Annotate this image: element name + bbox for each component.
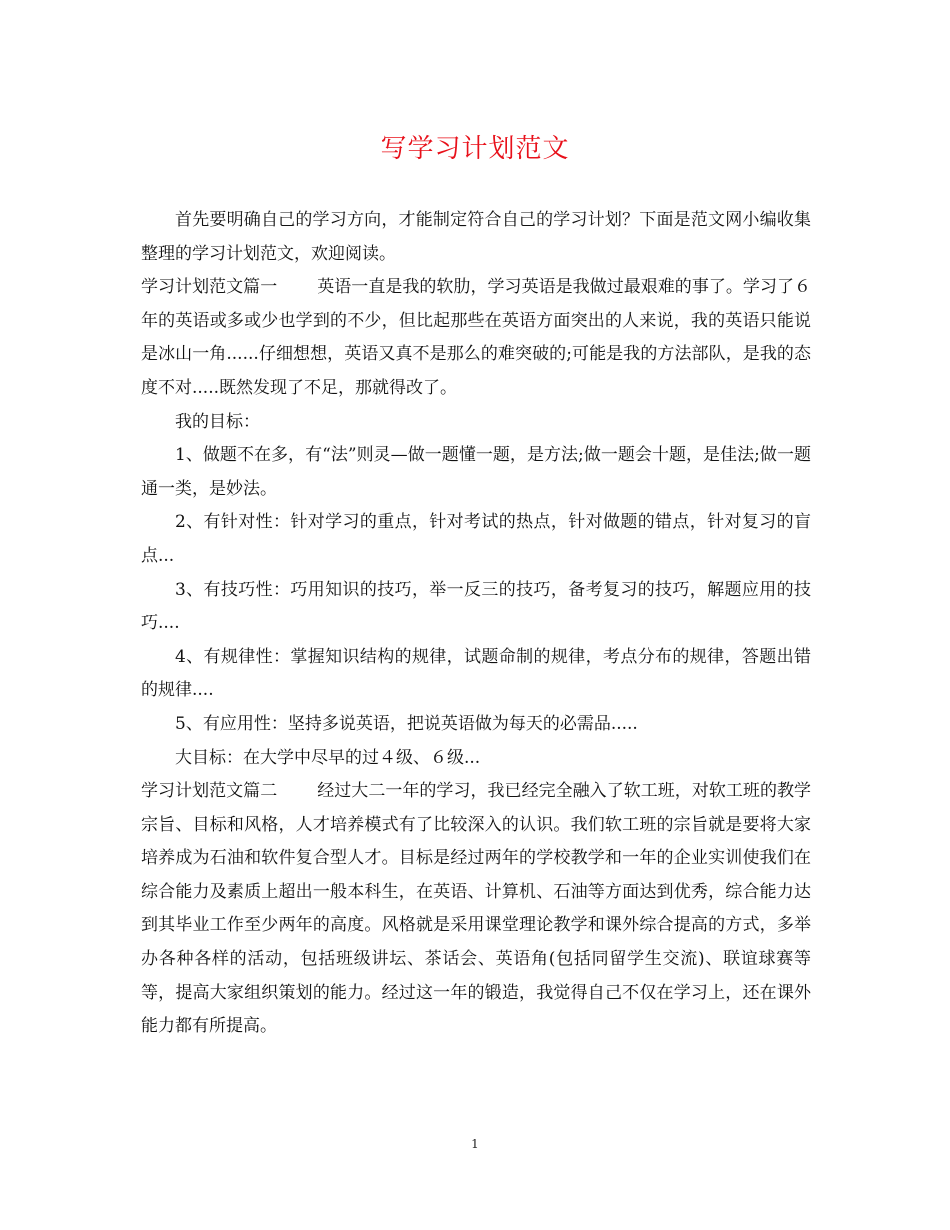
section-one-heading: 学习计划范文篇一 bbox=[141, 277, 278, 298]
section-one-paragraph bbox=[141, 271, 811, 405]
goal-item: 1、做题不在多，有“法”则灵—做一题懂一题，是方法;做一题会十题，是佳法;做一题通一类，是妙法。 bbox=[141, 445, 811, 499]
goal-item: 3、有技巧性：巧用知识的技巧，举一反三的技巧，备考复习的技巧，解题应用的技巧.... bbox=[141, 579, 811, 634]
goal-item: 4、有规律性：掌握知识结构的规律，试题命制的规律，考点分布的规律，答题出错的规律.... bbox=[141, 646, 811, 701]
section-one-text: 英语一直是我的软肋，学习英语是我做过最艰难的事了。学习了６年的英语或多或少也学到的不少，但比起那些在英语方面突出的人来说，我的英语只能说是冰山一角......仔细想想，英语又真不是那么的难突破的;可能是我的方法部队，是我的态度不对.....既然发现了不足，那就得改了。 bbox=[141, 277, 812, 398]
big-goal: 大目标：在大学中尽早的过４级、６级... bbox=[175, 747, 481, 768]
goal-item: 5、有应用性：坚持多说英语，把说英语做为每天的必需品..... bbox=[175, 713, 638, 734]
section-two-paragraph bbox=[141, 775, 811, 1044]
intro-paragraph: 首先要明确自己的学习方向，才能制定符合自己的学习计划？下面是范文网小编收集整理的学习计划范文，欢迎阅读。 bbox=[141, 210, 811, 264]
goal-item: 2、有针对性：针对学习的重点，针对考试的热点，针对做题的错点，针对复习的盲点... bbox=[141, 512, 811, 566]
section-two-heading: 学习计划范文篇二 bbox=[141, 781, 278, 802]
page-number: 1 bbox=[471, 1137, 479, 1151]
goals-label: 我的目标： bbox=[175, 411, 260, 432]
page-title: 写学习计划范文 bbox=[380, 134, 570, 164]
document-body bbox=[141, 204, 811, 1044]
section-two-text: 经过大二一年的学习，我已经完全融入了软工班，对软工班的教学宗旨、目标和风格，人才培养模式有了比较深入的认识。我们软工班的宗旨就是要将大家培养成为石油和软件复合型人才。目标是经过两年的学校教学和一年的企业实训使我们在综合能力及素质上超出一般本科生，在英语、计算机、石油等方面达到优秀，综合能力达到其毕业工作至少两年的高度。风格就是采用课堂理论教学和课外综合提高的方式，多举办各种各样的活动，包括班级讲坛、茶话会、英语角(包括同留学生交流)、联谊球赛等等，提高大家组织策划的能力。经过这一年的锻造，我觉得自己不仅在学习上，还在课外能力都有所提高。 bbox=[141, 781, 812, 1037]
